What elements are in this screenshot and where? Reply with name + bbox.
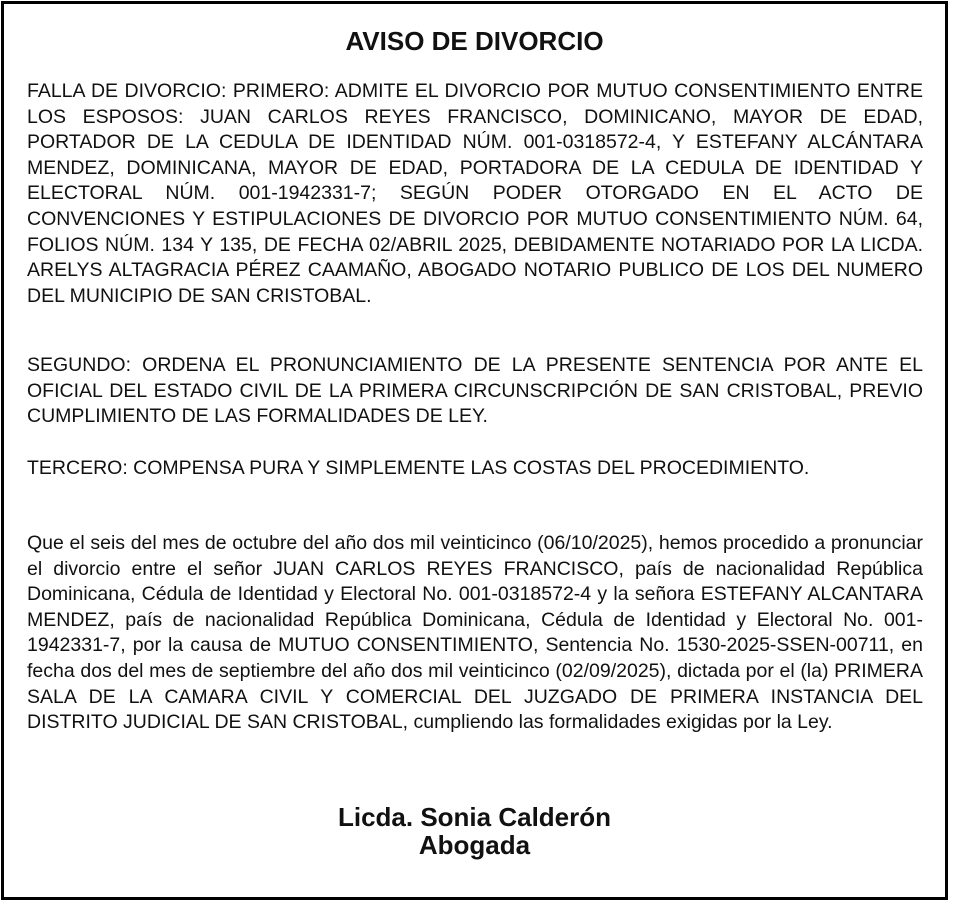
paragraph-primero: FALLA DE DIVORCIO: PRIMERO: ADMITE EL DIVORCIO POR MUTUO CONSENTIMIENTO ENTRE LOS ESPOSOS: JUAN CARLOS REYES FRANCISCO, DOMINICANO, MAYOR DE EDAD, PORTADOR DE LA CEDULA DE IDENTIDAD NÚM. 001-0318572-4, Y ESTEFANY ALCÁNTARA MENDEZ, DOMINICANA, MAYOR DE EDAD, PORTADORA DE LA CEDULA DE IDENTIDAD Y ELECTORAL NÚM. 001-1942331-7; SEGÚN PODER OTORGADO EN EL ACTO DE CONVENCIONES Y ESTIPULACIONES DE DIVORCIO POR MUTUO CONSENTIMIENTO NÚM. 64, FOLIOS NÚM. 134 Y 135, DE FECHA 02/ABRIL 2025, DEBIDAMENTE NOTARIADO POR LA LICDA. ARELYS ALTAGRACIA PÉREZ CAAMAÑO, ABOGADO NOTARIO PUBLICO DE LOS DEL NUMERO DEL MUNICIPIO DE SAN CRISTOBAL. [27, 80, 923, 307]
paragraph-tercero: TERCERO: COMPENSA PURA Y SIMPLEMENTE LAS COSTAS DEL PROCEDIMIENTO. [27, 457, 810, 479]
notice-title: AVISO DE DIVORCIO [345, 26, 604, 56]
paragraph-pronouncement: Que el seis del mes de octubre del año dos mil veinticinco (06/10/2025), hemos procedido a pronunciar el divorcio entre el señor JUAN CARLOS REYES FRANCISCO, país de nacionalidad República Dominicana, Cédula de Identidad y Electoral No. 001-0318572-4 y la señora ESTEFANY ALCANTARA MENDEZ, país de nacionalidad República Dominicana, Cédula de Identidad y Electoral No. 001-1942331-7, por la causa de MUTUO CONSENTIMIENTO, Sentencia No. 1530-2025-SSEN-00711, en fecha dos del mes de septiembre del año dos mil veinticinco (02/09/2025), dictada por el (la) PRIMERA SALA DE LA CAMARA CIVIL Y COMERCIAL DEL JUZGADO DE PRIMERA INSTANCIA DEL DISTRITO JUDICIAL DE SAN CRISTOBAL, cumpliendo las formalidades exigidas por la Ley. [27, 532, 923, 734]
signature-role: Abogada [418, 830, 531, 860]
paragraph-segundo: SEGUNDO: ORDENA EL PRONUNCIAMIENTO DE LA PRESENTE SENTENCIA POR ANTE EL OFICIAL DEL ESTADO CIVIL DE LA PRIMERA CIRCUNSCRIPCIÓN DE SAN CRISTOBAL, PREVIO CUMPLIMIENTO DE LAS FORMALIDADES DE LEY. [27, 354, 923, 428]
divorce-notice [1, 1, 948, 900]
signature-block [4, 803, 945, 859]
signature-name: Licda. Sonia Calderón [337, 802, 612, 832]
